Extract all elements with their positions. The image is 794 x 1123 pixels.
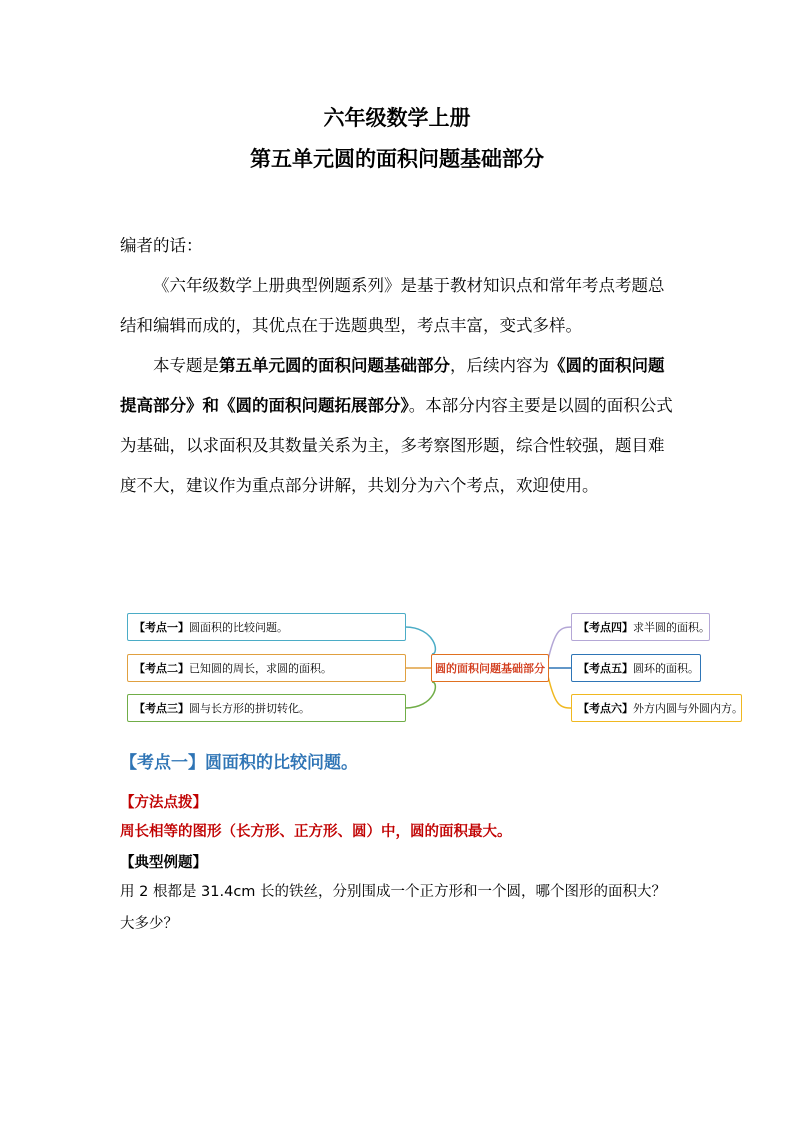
mindmap-node-3	[127, 694, 406, 722]
method-text: 周长相等的图形（长方形、正方形、圆）中，圆的面积最大。	[120, 824, 512, 840]
intro-p2-d: 《圆的面积问题提高部分》	[120, 356, 665, 415]
mindmap-node-1	[127, 613, 406, 641]
connector-3	[405, 682, 435, 708]
intro-paragraph-1: 《六年级数学上册典型例题系列》是基于教材知识点和常年考点考题总结和编辑而成的，其优点在于选题典型，考点丰富，变式多样。	[120, 276, 665, 335]
intro-p2-e: 和	[202, 396, 219, 415]
node-6-tag: 【考点六】	[578, 702, 633, 715]
connector-6	[548, 676, 572, 708]
connector-1	[405, 627, 435, 654]
node-6-text: 外方内圆与外圆内方。	[633, 702, 743, 715]
connector-4	[548, 627, 572, 660]
mindmap-node-5	[571, 654, 701, 682]
node-1-tag: 【考点一】	[134, 621, 189, 634]
editor-label: 编者的话：	[120, 236, 203, 255]
intro-p2-c: ，后续内容为	[450, 356, 549, 375]
node-4-tag: 【考点四】	[578, 621, 633, 634]
node-1-text: 圆面积的比较问题。	[189, 621, 288, 634]
node-3-text: 圆与长方形的拼切转化。	[189, 702, 310, 715]
method-tag: 【方法点拨】	[120, 795, 207, 811]
node-3-tag: 【考点三】	[134, 702, 189, 715]
intro-paragraph-2	[120, 346, 676, 506]
intro-p2-b: 第五单元圆的面积问题基础部分	[219, 356, 450, 375]
intro-p2-f: 《圆的面积问题拓展部分》	[219, 396, 409, 415]
node-5-tag: 【考点五】	[578, 662, 633, 675]
node-2-tag: 【考点二】	[134, 662, 189, 675]
node-2-text: 已知圆的周长，求圆的面积。	[189, 662, 332, 675]
mindmap-node-2	[127, 654, 406, 682]
mindmap-node-6	[571, 694, 742, 722]
example-text: 用 2 根都是 31.4cm 长的铁丝，分别围成一个正方形和一个圆，哪个图形的面积大？大多少？	[120, 884, 667, 932]
node-4-text: 求半圆的面积。	[633, 621, 710, 634]
page-subtitle: 第五单元圆的面积问题基础部分	[250, 147, 544, 171]
intro-p2-a: 本专题是	[153, 356, 219, 375]
node-5-text: 圆环的面积。	[633, 662, 699, 675]
intro-p2-g: 。本部分内容主要是以圆的面积公式为基础，以求面积及其数量关系为主，多考察图形题，综合性较强，题目难度不大，建议作为重点部分讲解，共划分为六个考点，欢迎使用。	[120, 396, 673, 495]
mindmap-node-4	[571, 613, 710, 641]
page-title: 六年级数学上册	[323, 106, 471, 130]
section-heading: 【考点一】圆面积的比较问题。	[120, 753, 358, 773]
example-tag: 【典型例题】	[120, 855, 207, 871]
mindmap-center-node: 圆的面积问题基础部分	[431, 654, 549, 682]
